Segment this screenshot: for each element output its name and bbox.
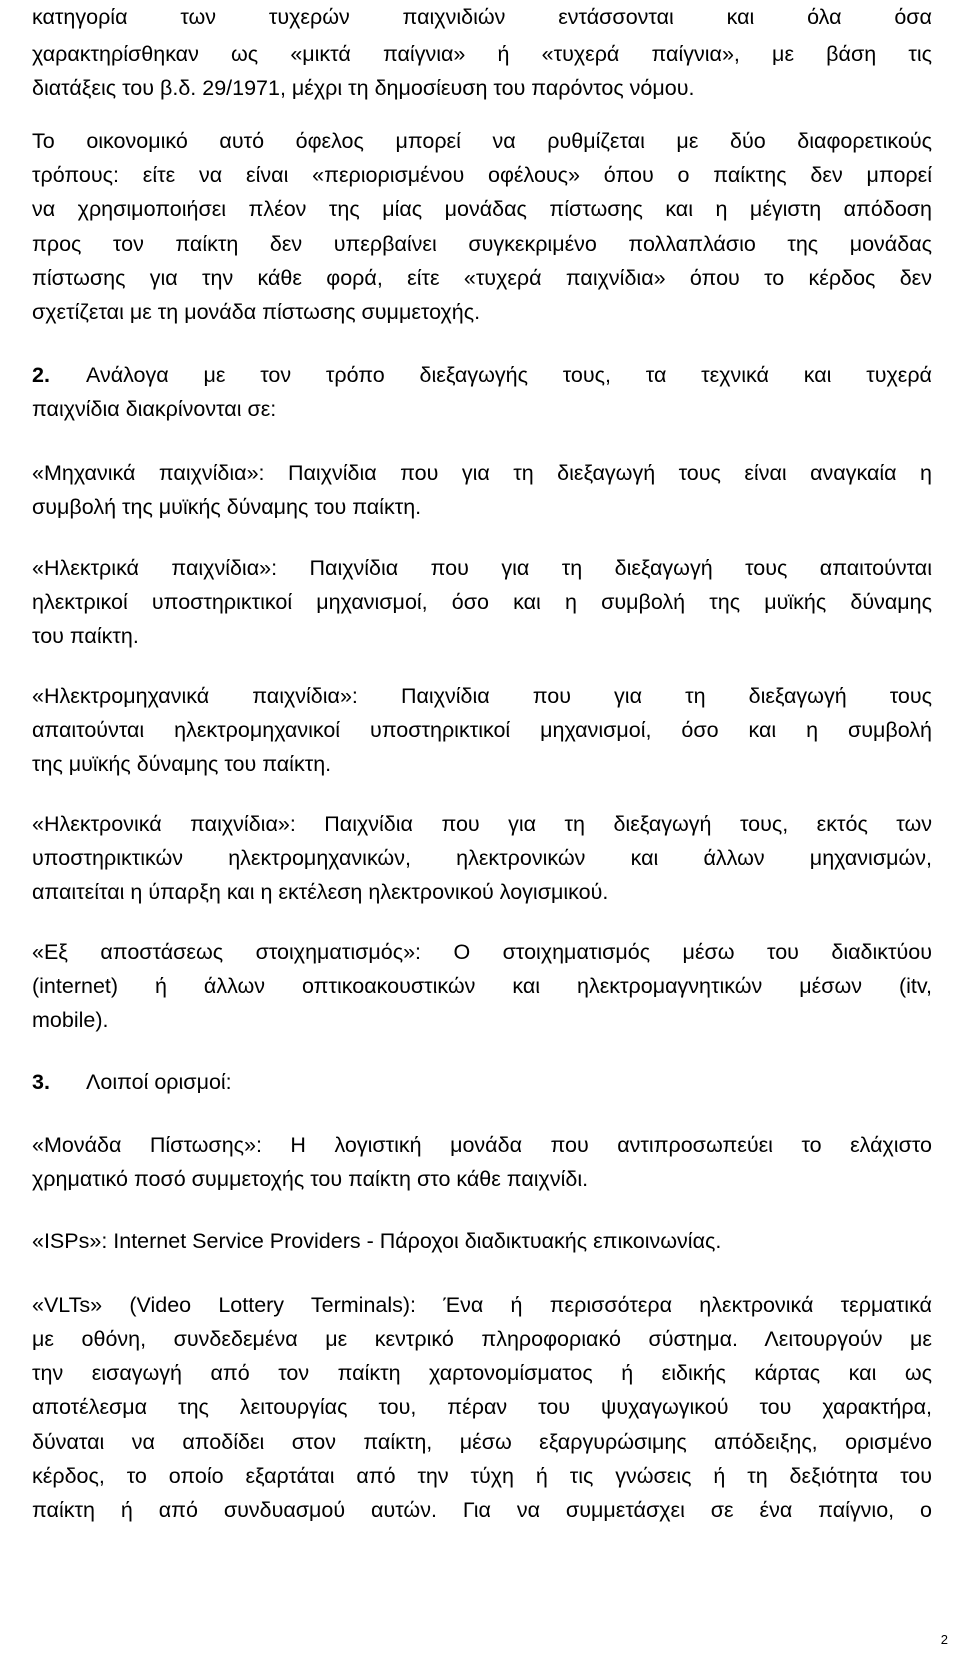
numbered-paragraph-line (32, 362, 932, 388)
page-number: 2 (940, 1632, 948, 1647)
paragraph-line: κατηγορία των τυχερών παιχνιδιών εντάσσονται και όλα όσα (32, 5, 932, 29)
paragraph-line: «Μονάδα Πίστωσης»: Η λογιστική μονάδα που αντιπροσωπεύει το ελάχιστο (32, 1133, 932, 1157)
paragraph-line: «VLTs» (Video Lottery Terminals): Ένα ή περισσότερα ηλεκτρονικά τερματικά (32, 1293, 932, 1317)
paragraph-line: κέρδος, το οποίο εξαρτάται από την τύχη ή τις γνώσεις ή τη δεξιότητα του (32, 1464, 932, 1488)
numbered-paragraph-line (32, 1069, 932, 1095)
paragraph-line: του παίκτη. (32, 624, 139, 648)
paragraph-line: «Μηχανικά παιχνίδια»: Παιχνίδια που για τη διεξαγωγή τους είναι αναγκαία η (32, 461, 932, 485)
paragraph-line: σχετίζεται με τη μονάδα πίστωσης συμμετοχής. (32, 300, 481, 324)
section-number: 3. (32, 1070, 50, 1094)
paragraph-line: πίστωσης για την κάθε φορά, είτε «τυχερά παιχνίδια» όπου το κέρδος δεν (32, 266, 932, 290)
paragraph-line: διατάξεις του β.δ. 29/1971, μέχρι τη δημοσίευση του παρόντος νόμου. (32, 76, 695, 100)
paragraph-line: δύναται να αποδίδει στον παίκτη, μέσω εξαργυρώσιμης απόδειξης, ορισμένο (32, 1430, 932, 1454)
paragraph-line: χαρακτηρίσθηκαν ως «μικτά παίγνια» ή «τυχερά παίγνια», με βάση τις (32, 42, 932, 66)
paragraph-line: παίκτη ή από συνδυασμού αυτών. Για να συμμετάσχει σε ένα παίγνιο, ο (32, 1498, 932, 1522)
paragraph-line: προς τον παίκτη δεν υπερβαίνει συγκεκριμένο πολλαπλάσιο της μονάδας (32, 232, 932, 256)
paragraph-line: αποτέλεσμα της λειτουργίας του, πέραν του ψυχαγωγικού του χαρακτήρα, (32, 1395, 932, 1419)
section-number: 2. (32, 363, 50, 387)
paragraph-text: Λοιποί ορισμοί: (86, 1070, 232, 1094)
paragraph-line: την εισαγωγή από τον παίκτη χαρτονομίσματος ή ειδικής κάρτας και ως (32, 1361, 932, 1385)
paragraph-line: τρόπους: είτε να είναι «περιορισμένου οφέλους» όπου ο παίκτης δεν μπορεί (32, 163, 932, 187)
paragraph-line: «ISPs»: Internet Service Providers - Πάροχοι διαδικτυακής επικοινωνίας. (32, 1229, 722, 1253)
paragraph-line: απαιτείται η ύπαρξη και η εκτέλεση ηλεκτρονικού λογισμικού. (32, 880, 609, 904)
paragraph-line: mobile). (32, 1008, 109, 1032)
paragraph-line: «Ηλεκτρικά παιχνίδια»: Παιχνίδια που για τη διεξαγωγή τους απαιτούνται (32, 556, 932, 580)
paragraph-line: ηλεκτρικοί υποστηρικτικοί μηχανισμοί, όσο και η συμβολή της μυϊκής δύναμης (32, 590, 932, 614)
paragraph-line: συμβολή της μυϊκής δύναμης του παίκτη. (32, 495, 422, 519)
paragraph-line: «Ηλεκτρονικά παιχνίδια»: Παιχνίδια που για τη διεξαγωγή τους, εκτός των (32, 812, 932, 836)
paragraph-line: Το οικονομικό αυτό όφελος μπορεί να ρυθμίζεται με δύο διαφορετικούς (32, 129, 932, 153)
paragraph-line: να χρησιμοποιήσει πλέον της μίας μονάδας πίστωσης και η μέγιστη απόδοση (32, 197, 932, 221)
paragraph-line: με οθόνη, συνδεδεμένα με κεντρικό πληροφοριακό σύστημα. Λειτουργούν με (32, 1327, 932, 1351)
paragraph-line: υποστηρικτικών ηλεκτρομηχανικών, ηλεκτρονικών και άλλων μηχανισμών, (32, 846, 932, 870)
paragraph-line: «Εξ αποστάσεως στοιχηματισμός»: Ο στοιχηματισμός μέσω του διαδικτύου (32, 940, 932, 964)
paragraph-line: απαιτούνται ηλεκτρομηχανικοί υποστηρικτικοί μηχανισμοί, όσο και η συμβολή (32, 718, 932, 742)
paragraph-line: παιχνίδια διακρίνονται σε: (32, 397, 277, 421)
paragraph-line: χρηματικό ποσό συμμετοχής του παίκτη στο κάθε παιχνίδι. (32, 1167, 589, 1191)
paragraph-text: Ανάλογα με τον τρόπο διεξαγωγής τους, τα τεχνικά και τυχερά (86, 363, 932, 387)
paragraph-line: (internet) ή άλλων οπτικοακουστικών και ηλεκτρομαγνητικών μέσων (itv, (32, 974, 932, 998)
paragraph-line: της μυϊκής δύναμης του παίκτη. (32, 752, 332, 776)
paragraph-line: «Ηλεκτρομηχανικά παιχνίδια»: Παιχνίδια που για τη διεξαγωγή τους (32, 684, 932, 708)
